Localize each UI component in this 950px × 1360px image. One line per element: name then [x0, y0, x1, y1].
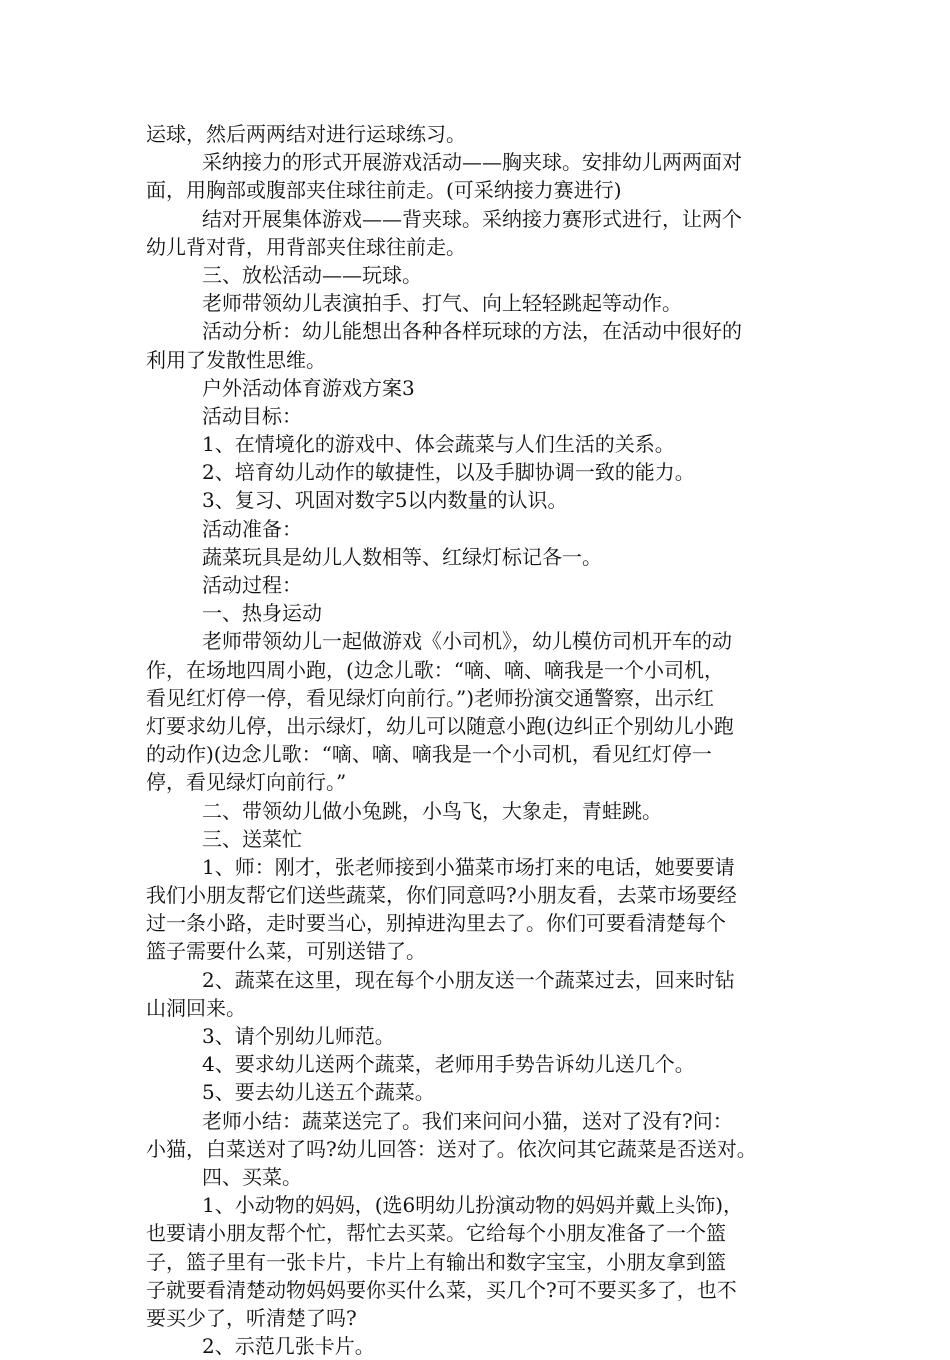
text-line: 二、带领幼儿做小兔跳，小鸟飞，大象走，青蛙跳。	[202, 798, 662, 823]
text-line: 老师带领幼儿表演拍手、打气、向上轻轻跳起等动作。	[202, 291, 682, 316]
text-line: 幼儿背对背，用背部夹住球往前走。	[146, 234, 466, 259]
text-line: 三、放松活动——玩球。	[202, 262, 422, 287]
text-line: 四、买菜。	[202, 1164, 302, 1189]
text-line: 也要请小朋友帮个忙，帮忙去买菜。它给每个小朋友准备了一个篮	[146, 1221, 726, 1246]
text-line: 活动准备：	[202, 516, 302, 541]
text-line: 作，在场地四周小跑，(边念儿歌：“嘀、嘀、嘀我是一个小司机，	[146, 657, 725, 682]
text-line: 2、蔬菜在这里，现在每个小朋友送一个蔬菜过去，回来时钻	[202, 967, 735, 992]
text-line: 户外活动体育游戏方案3	[202, 375, 415, 400]
text-line: 灯要求幼儿停，出示绿灯，幼儿可以随意小跑(边纠正个别幼儿小跑	[146, 713, 734, 738]
text-line: 山洞回来。	[146, 995, 246, 1020]
text-line: 蔬菜玩具是幼儿人数相等、红绿灯标记各一。	[202, 544, 602, 569]
text-line: 面，用胸部或腹部夹住球往前走。(可采纳接力赛进行)	[146, 178, 622, 203]
text-line: 小猫，白菜送对了吗?幼儿回答：送对了。依次问其它蔬菜是否送对。	[146, 1136, 757, 1161]
text-line: 运球，然后两两结对进行运球练习。	[146, 122, 466, 146]
text-line: 老师带领幼儿一起做游戏《小司机》，幼儿模仿司机开车的动	[202, 629, 732, 654]
text-line: 活动目标：	[202, 403, 302, 428]
text-line: 过一条小路，走时要当心，别掉进沟里去了。你们可要看清楚每个	[146, 911, 726, 936]
text-line: 2、示范几张卡片。	[202, 1334, 375, 1359]
text-line: 结对开展集体游戏——背夹球。采纳接力赛形式进行，让两个	[202, 206, 742, 231]
text-line: 活动分析：幼儿能想出各种各样玩球的方法，在活动中很好的	[202, 319, 742, 344]
text-line: 篮子需要什么菜，可别送错了。	[146, 939, 426, 964]
text-line: 2、培育幼儿动作的敏捷性，以及手脚协调一致的能力。	[202, 460, 695, 485]
text-line: 5、要去幼儿送五个蔬菜。	[202, 1080, 435, 1105]
text-line: 1、在情境化的游戏中、体会蔬菜与人们生活的关系。	[202, 432, 675, 457]
text-line: 看见红灯停一停，看见绿灯向前行。”)老师扮演交通警察，出示红	[146, 685, 715, 710]
text-line: 老师小结：蔬菜送完了。我们来问问小猫，送对了没有?问：	[202, 1108, 733, 1133]
text-line: 子，篮子里有一张卡片，卡片上有输出和数字宝宝，小朋友拿到篮	[146, 1249, 726, 1274]
text-line: 利用了发散性思维。	[146, 347, 326, 372]
text-line: 我们小朋友帮它们送些蔬菜，你们同意吗?小朋友看，去菜市场要经	[146, 883, 737, 908]
text-line: 1、小动物的妈妈，(选6明幼儿扮演动物的妈妈并戴上头饰)，	[202, 1193, 744, 1218]
text-line: 要买少了，听清楚了吗?	[146, 1305, 357, 1330]
text-line: 1、师：刚才，张老师接到小猫菜市场打来的电话，她要要请	[202, 854, 735, 879]
text-line: 3、请个别幼儿师范。	[202, 1024, 395, 1048]
text-line: 一、热身运动	[202, 601, 322, 626]
text-line: 的动作)(边念儿歌：“嘀、嘀、嘀我是一个小司机，看见红灯停一	[146, 742, 712, 767]
text-line: 三、送菜忙	[202, 826, 302, 851]
text-line: 采纳接力的形式开展游戏活动——胸夹球。安排幼儿两两面对	[202, 150, 742, 175]
text-line: 3、复习、巩固对数字5以内数量的认识。	[202, 488, 568, 513]
text-line: 活动过程：	[202, 573, 302, 597]
text-line: 子就要看清楚动物妈妈要你买什么菜，买几个?可不要买多了，也不	[146, 1277, 737, 1302]
text-line: 4、要求幼儿送两个蔬菜，老师用手势告诉幼儿送几个。	[202, 1052, 695, 1077]
text-line: 停，看见绿灯向前行。”	[146, 770, 347, 795]
document-body	[146, 120, 818, 1360]
